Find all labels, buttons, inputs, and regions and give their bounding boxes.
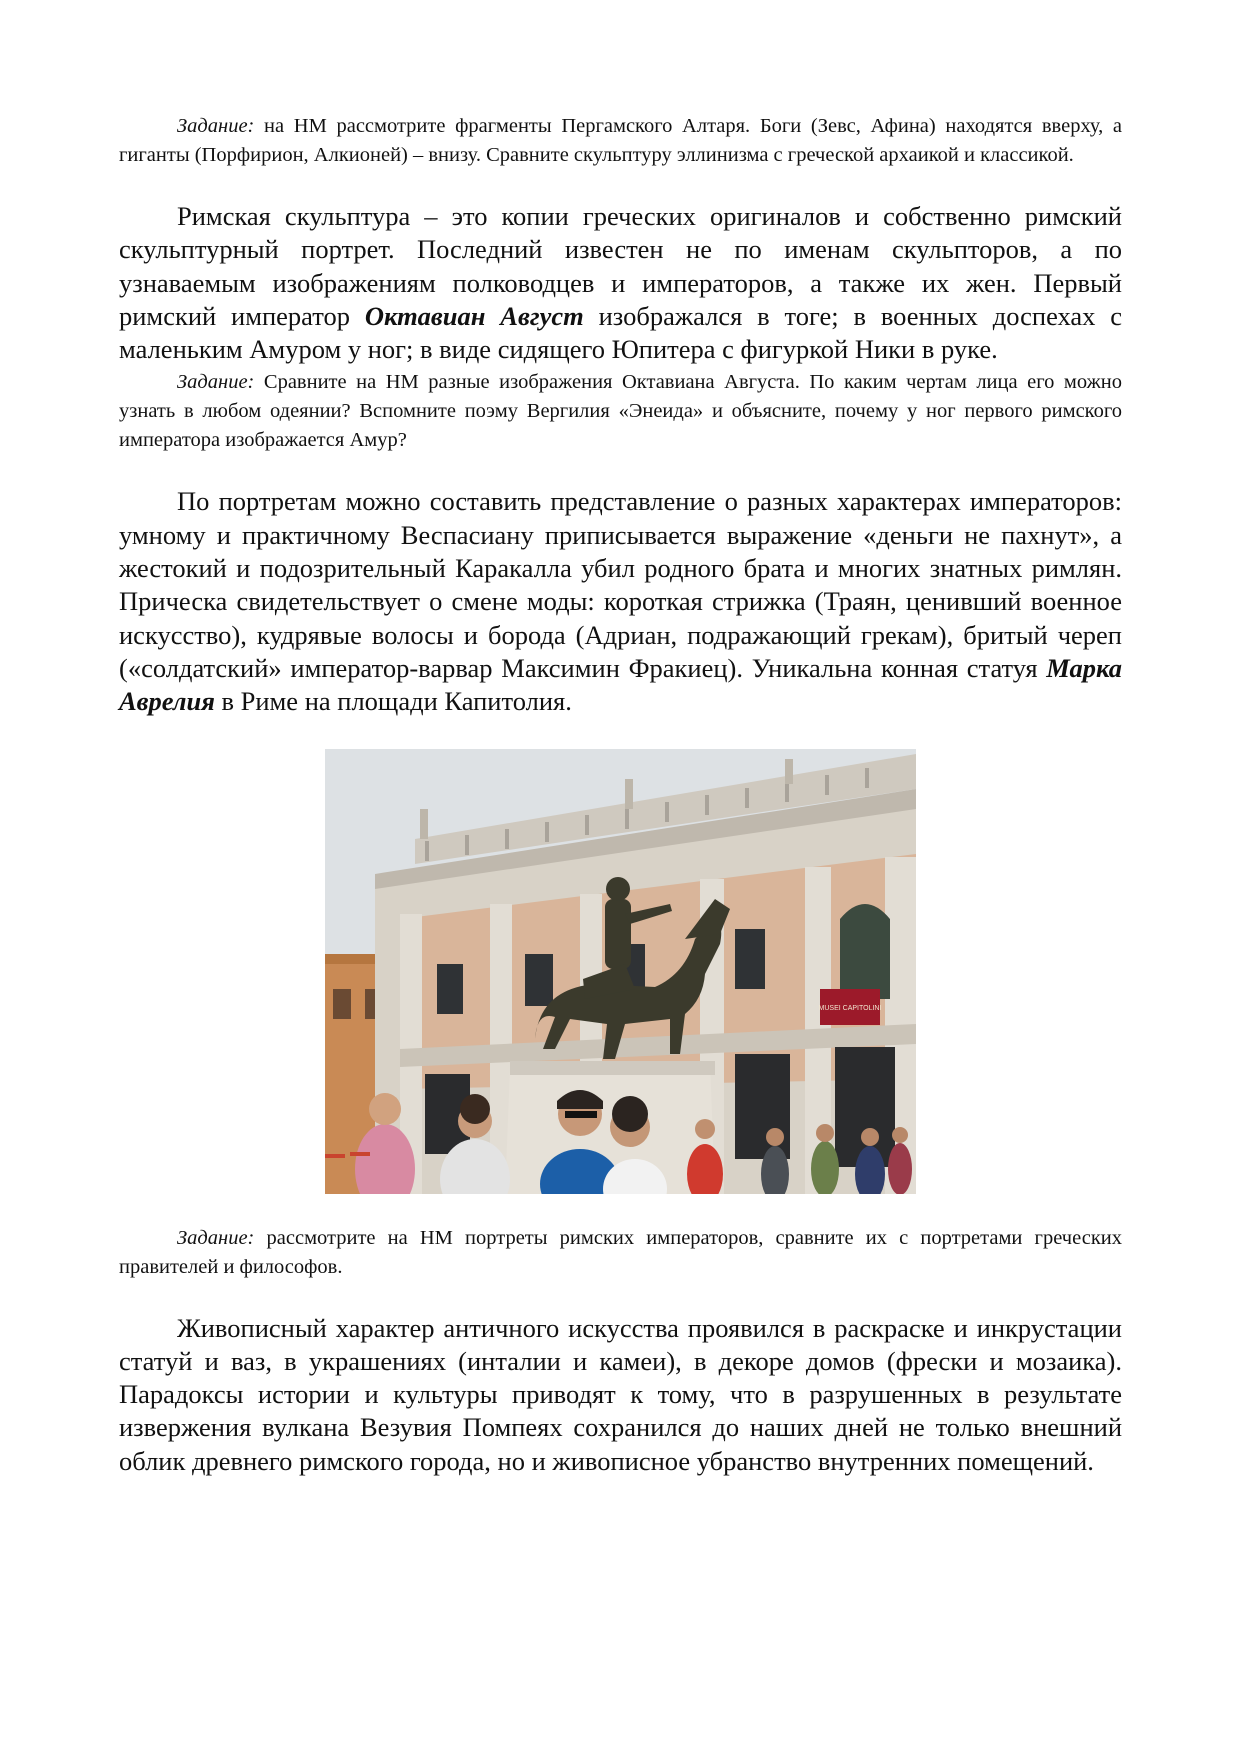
paragraph-1-text-b: изображался в тоге; в военных доспехах с маленьким Амуром у ног; в виде сидящего Юпитера с фигуркой Ники в руке. bbox=[119, 300, 1123, 365]
task-3 bbox=[119, 1224, 1122, 1282]
photo-illustration bbox=[325, 749, 916, 1194]
task-3-label: Задание: bbox=[177, 1226, 255, 1249]
paragraph-roman-sculpture bbox=[119, 200, 1122, 366]
task-1-text: на НМ рассмотрите фрагменты Пергамского Алтаря. Боги (Зевс, Афина) находятся вверху, а гиганты (Порфирион, Алкионей) – внизу. Сравните скульптуру эллинизма с греческой архаикой и классикой. bbox=[119, 115, 1122, 166]
paragraph-painting: Живописный характер античного искусства проявился в раскраске и инкрустации статуй и ваз, в украшениях (инталии и камеи), в декоре домов (фрески и мозаика). Парадоксы истории и культуры приводят к тому, что в разрушенных в результате извержения вулкана Везувия Помпеях сохранился до наших дней не только внешний облик древнего римского города, но и живописное убранство внутренних помещений. bbox=[119, 1312, 1122, 1476]
name-octavian-augustus: Октавиан Август bbox=[364, 300, 584, 331]
task-2 bbox=[119, 368, 1122, 455]
banner-text: MUSEI CAPITOLINI bbox=[818, 1004, 882, 1012]
paragraph-portraits bbox=[119, 485, 1122, 718]
task-2-text: Сравните на НМ разные изображения Октавиана Августа. По каким чертам лица его можно узнать в любом одеянии? Вспомните поэму Вергилия «Энеида» и объясните, почему у ног первого римского императора изображается Амур? bbox=[119, 371, 1122, 452]
paragraph-1-text-a: Римская скульптура – это копии греческих оригиналов и собственно римский скульптурный портрет. Последний известен не по именам скульпторов, а по узнаваемым изображениям полководцев и императоров, а также их жен. Первый римский император bbox=[119, 201, 1122, 331]
paragraph-2-text-b: в Риме на площади Капитолия. bbox=[214, 686, 572, 717]
paragraph-2-text-a: По портретам можно составить представление о разных характерах императоров: умному и практичному Веспасиану приписывается выражение «деньги не пахнут», а жестокий и подозрительный Каракалла убил родного брата и многих знатных римлян. Прическа свидетельствует о смене моды: короткая стрижка (Траян, ценивший военное искусство), кудрявые волосы и борода (Адриан, подражающий грекам), бритый череп («солдатский» император-варвар Максимин Фракиец). Уникальна конная статуя bbox=[119, 486, 1122, 683]
task-2-label: Задание: bbox=[177, 371, 255, 394]
name-marcus-aurelius: Марка Аврелия bbox=[119, 652, 1122, 717]
task-1-label: Задание: bbox=[177, 115, 255, 137]
photo-marcus-aurelius-statue bbox=[325, 749, 916, 1194]
task-3-text: рассмотрите на НМ портреты римских императоров, сравните их с портретами греческих правителей и философов. bbox=[119, 1226, 1122, 1278]
task-1 bbox=[119, 112, 1122, 170]
document-page bbox=[119, 112, 1122, 1478]
